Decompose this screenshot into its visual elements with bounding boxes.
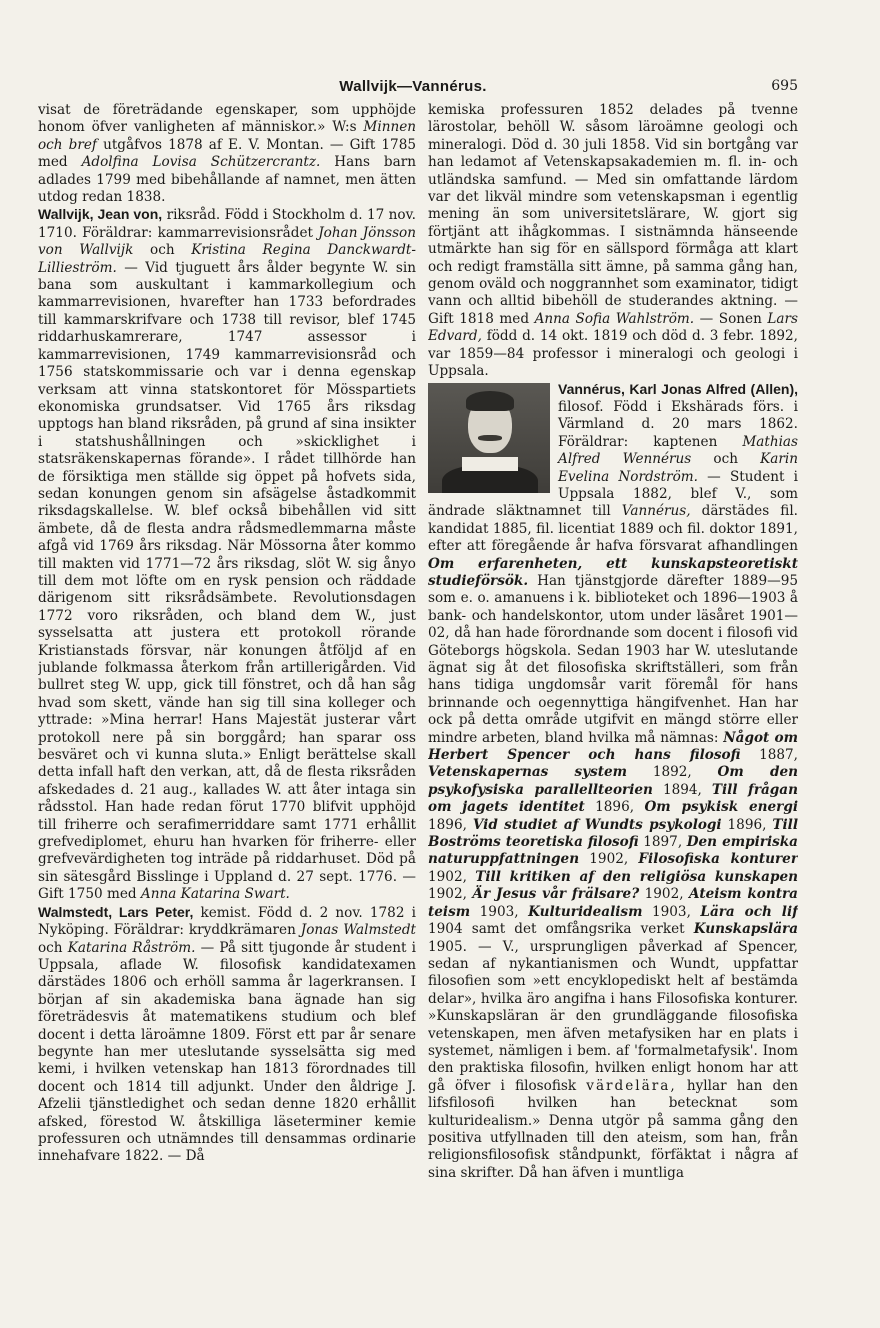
text-run: Hans barn adlades 1799 med bibehållande af namnet, men ätten utdog redan 1838.: [38, 154, 416, 206]
text-run: värdelära,: [586, 1077, 677, 1094]
text-run: 1894,: [652, 781, 712, 798]
text-run: — Vid tjuguett års ålder begynte W. sin bana som auskultant i kammarkollegium och kammarrevisionen, hvarefter han 1733 befordrades till kammarskrifvare och 1738 till revisor, blef 1745 riddarhuskamrerare, 1747 assessor i kammarrevisionen, 1749 kammarrevisionsråd och 1756 statskommissarie och var i denna egenskap verksam att vinna statskontoret för Mösspartiets ekonomiska grundsatser. Vid 1765 års riksdag upptogs han bland riksråden, på grund af sina insikter i statshushållningen och »skicklighet i statsräkenskapernas förande». I rådet tillhörde han de försiktiga men ställde sig öppet på hofvets sida, sedan konungen genom sin afsägelse åstadkommit riksdagskallelse. W. blef också bibehållen vid sitt ämbete, då de flesta andra rådsmedlemmarna måste afgå vid 1769 års riksdag. När Mössorna åter kommo till makten vid 1771—72 års riksdag, slöt W. sig ånyo till dem mot löfte om en rysk pension och räddade därigenom sitt riksrådsämbete. Revolutionsdagen 1772 voro riksråden, och bland dem W., just sysselsatta att justera ett protokoll rörande Kristianstads försvar, när konungen åtföljd af en jublande folkmassa återkom från artillerigården. Vid bullret steg W. upp, gick till fönstret, och då han såg hvad som skett, vände han sig till sina kolleger och yttrade: »Mina herrar! Hans Majestät justerar vårt protokoll nere på sin borggård; han sparar oss besväret och vi kunna sluta.» Enligt berättelse skall detta infall haft den verkan, att, då de flesta riksråden afskedades d. 21 aug., kallades W. att åter intaga sin rådsstol. Han hade redan förut 1770 blifvit upphöjd till friherre och serafimerriddare samt 1771 erhållit grefvediplomet, ehuru han hvarken för friherre- eller grefvevärdigheten tog inträde på riddarhuset. Död på sin sätesgård Bisslinge i Uppland d. 27 sept. 1776. — Gift 1750 med: [38, 259, 416, 903]
text-run: Lars Edvard,: [428, 310, 798, 345]
text-run: Något om Herbert Spencer och hans filosofi: [428, 729, 798, 764]
entry-vannerus: [428, 381, 798, 1183]
text-run: Ateism kontra teism: [428, 886, 798, 920]
text-run: Vid studiet af Wundts psykologi: [472, 816, 722, 833]
text-run: därstädes fil. kandidat 1885, fil. licentiat 1889 och fil. doktor 1891, efter att föregående år hafva försvarat afhandlingen: [428, 503, 798, 555]
text-run: Minnen och bref: [38, 119, 416, 153]
text-run: Till Boströms teoretiska filosofi: [428, 816, 798, 851]
text-run: 1892,: [627, 764, 718, 781]
text-run: Om erfarenheten, ett kunskapsteoretiskt studieförsök.: [428, 555, 798, 589]
text-run: Kristina Regina Danckwardt-Lillieström.: [38, 242, 416, 276]
text-run: Kunskapslära: [693, 921, 798, 938]
text-run: 1897,: [638, 834, 687, 851]
text-run: 1896,: [584, 799, 645, 816]
text-run: Om psykisk energi: [644, 799, 798, 816]
text-run: visat de företrädande egenskaper, som upphöjde honom öfver vanligheten af människor.» W:s: [38, 102, 416, 136]
text-run: kemist. Född d. 2 nov. 1782 i Nyköping. Föräldrar: kryddkrämaren: [38, 904, 416, 939]
text-run: Till kritiken af den religiösa kunskapen: [475, 868, 798, 885]
text-run: utgåfvos 1878 af E. V. Montan. — Gift 1785 med: [38, 136, 416, 171]
text-run: och: [38, 939, 68, 956]
text-run: och: [691, 451, 761, 468]
left-paragraph-1: [38, 102, 416, 206]
text-run: Anna Katarina Swart.: [140, 886, 290, 903]
text-run: — Student i Uppsala 1882, blef V., som ändrade släktnamnet till: [428, 468, 798, 520]
text-run: Till frågan om jagets identitet: [428, 781, 798, 816]
text-run: Adolfina Lovisa Schützercrantz.: [81, 154, 321, 171]
left-column: [38, 102, 416, 1312]
text-run: Karin Evelina Nordström.: [558, 451, 798, 485]
text-run: hyllar han den lifsfilosofi hvilken han betecknat som kulturidealism.» Denna utgör på samma gång den positiva utfyllnaden till den ateism, som han, från religionsfilosofisk ståndpunkt, förfäktat i några af sina skrifter. Då han äfven i muntliga: [428, 1077, 798, 1181]
text-run: filosof. Född i Ekshärads förs. i Värmland d. 20 mars 1862. Föräldrar: kaptenen: [558, 398, 798, 450]
text-run: 1903,: [642, 903, 701, 920]
text-run: 1902,: [639, 886, 690, 903]
text-run: och: [133, 242, 192, 259]
text-run: Mathias Alfred Wennérus: [558, 433, 798, 468]
right-column: [428, 102, 798, 1312]
text-run: Om den psykofysiska parallellteorien: [428, 764, 798, 798]
text-run: 1896,: [721, 816, 773, 833]
text-run: Jonas Walmstedt: [300, 922, 416, 939]
text-run: 1887,: [740, 747, 798, 764]
text-run: 1904 samt det omfångsrika verket: [428, 921, 694, 938]
text-run: född d. 14 okt. 1819 och död d. 3 febr. 1892, var 1859—84 professor i mineralogi och geologi i Uppsala.: [428, 328, 798, 380]
entry-heading: Wallvijk, Jean von,: [38, 206, 163, 223]
text-run: Den empiriska naturuppfattningen: [428, 834, 798, 868]
text-run: Han tjänstgjorde därefter 1889—95 som e. o. amanuens i k. biblioteket och 1896—1903 å bank- och handelskontor, utom under läsåret 1901—02, då han hade förordnande som docent i filosofi vid Göteborgs högskola. Sedan 1903 har W. uteslutande ägnat sig åt det filosofiska skriftställeri, som från hans tidiga ungdomsår varit föremål för hans brinnande och oegennyttiga hängifvenhet. Han har ock på detta område utgifvit en mängd större eller mindre arbeten, bland hvilka må nämnas:: [428, 572, 798, 746]
text-run: 1896,: [428, 816, 473, 833]
text-run: Anna Sofia Wahlström.: [534, 310, 695, 327]
text-run: 1902,: [579, 851, 639, 868]
entry-walmstedt: [38, 904, 416, 1166]
page-header: [28, 78, 798, 100]
text-run: — På sitt tjugonde år student i Uppsala, aflade W. filosofisk kandidatexamen därstädes 1806 och erhöll samma år lagerkransen. I början af sin akademiska bana ägnade han sig företrädesvis åt matematikens studium och blef docent i detta läroämne 1809. Först ett par år senare begynte han mer uteslutande sysselsätta sig med kemi, i hvilken vetenskap han 1813 förordnades till docent och 1814 till adjunkt. Under den åldrige J. Afzelii tjänstledighet och sedan denne 1820 erhållit afsked, förestod W. åtskilliga läseterminer kemie professuren och utnämndes till densammas ordinarie innehafvare 1822. — Då: [38, 939, 416, 1165]
entry-heading: Vannérus, Karl Jonas Alfred (Allen),: [558, 380, 798, 397]
text-run: Katarina Råström.: [67, 939, 196, 956]
text-run: Lära och lif: [700, 903, 798, 920]
text-run: Kulturidealism: [528, 903, 643, 920]
portrait-photo: [428, 383, 550, 493]
text-run: riksråd. Född i Stockholm d. 17 nov. 1710. Föräldrar: kammarrevisionsrådet: [38, 207, 416, 241]
text-run: — Sonen: [694, 310, 768, 327]
page-number: 695: [771, 78, 798, 94]
text-run: kemiska professuren 1852 delades på tvenne lärostolar, behöll W. såsom läroämne geologi och mineralogi. Död d. 30 juli 1858. Vid sin bortgång var han ledamot af Vetenskapsakademien m. fl. in- och utländska samfund. — Med sin omfattande lärdom var det likväl mindre som vetenskapsman i egentlig mening än som universitetslärare, W. gjort sig förtjänt att ihågkommas. I sistnämnda hänseende utmärkte han sig för en sällspord förmåga att klart och redigt framställa sitt ämne, på samma gång han, genom oväld och noggrannhet som examinator, tidigt vann och alltid bibehöll de studerandes aktning. — Gift 1818 med: [428, 102, 798, 327]
text-run: 1902,: [428, 886, 473, 903]
entry-heading: Walmstedt, Lars Peter,: [38, 903, 194, 920]
right-paragraph-1: [428, 102, 798, 381]
text-run: Vannérus,: [621, 503, 691, 520]
text-run: Johan Jönsson von Wallvijk: [38, 224, 416, 259]
text-run: Filosofiska konturer: [638, 851, 798, 868]
running-title: Wallvijk—Vannérus.: [339, 78, 487, 95]
entry-wallvijk: [38, 206, 416, 903]
text-run: 1903,: [470, 903, 529, 920]
text-run: Är Jesus vår frälsare?: [472, 886, 640, 903]
text-run: 1905. — V., ursprungligen påverkad af Spencer, sedan af nykantianismen och Wundt, uppfattar filosofien som »ett encyklopediskt helt af bestämda delar», hvilka äro angifna i hans Filosofiska konturer. »Kunskapsläran är den grundläggande filosofiska vetenskapen, men äfven metafysiken har en plats i systemet, nämligen i bem. af 'formalmetafysik'. Inom den praktiska filosofin, hvilken enligt honom har att gå öfver i filosofisk: [428, 938, 798, 1094]
text-run: 1902,: [428, 868, 476, 885]
text-run: Vetenskapernas system: [428, 764, 628, 781]
